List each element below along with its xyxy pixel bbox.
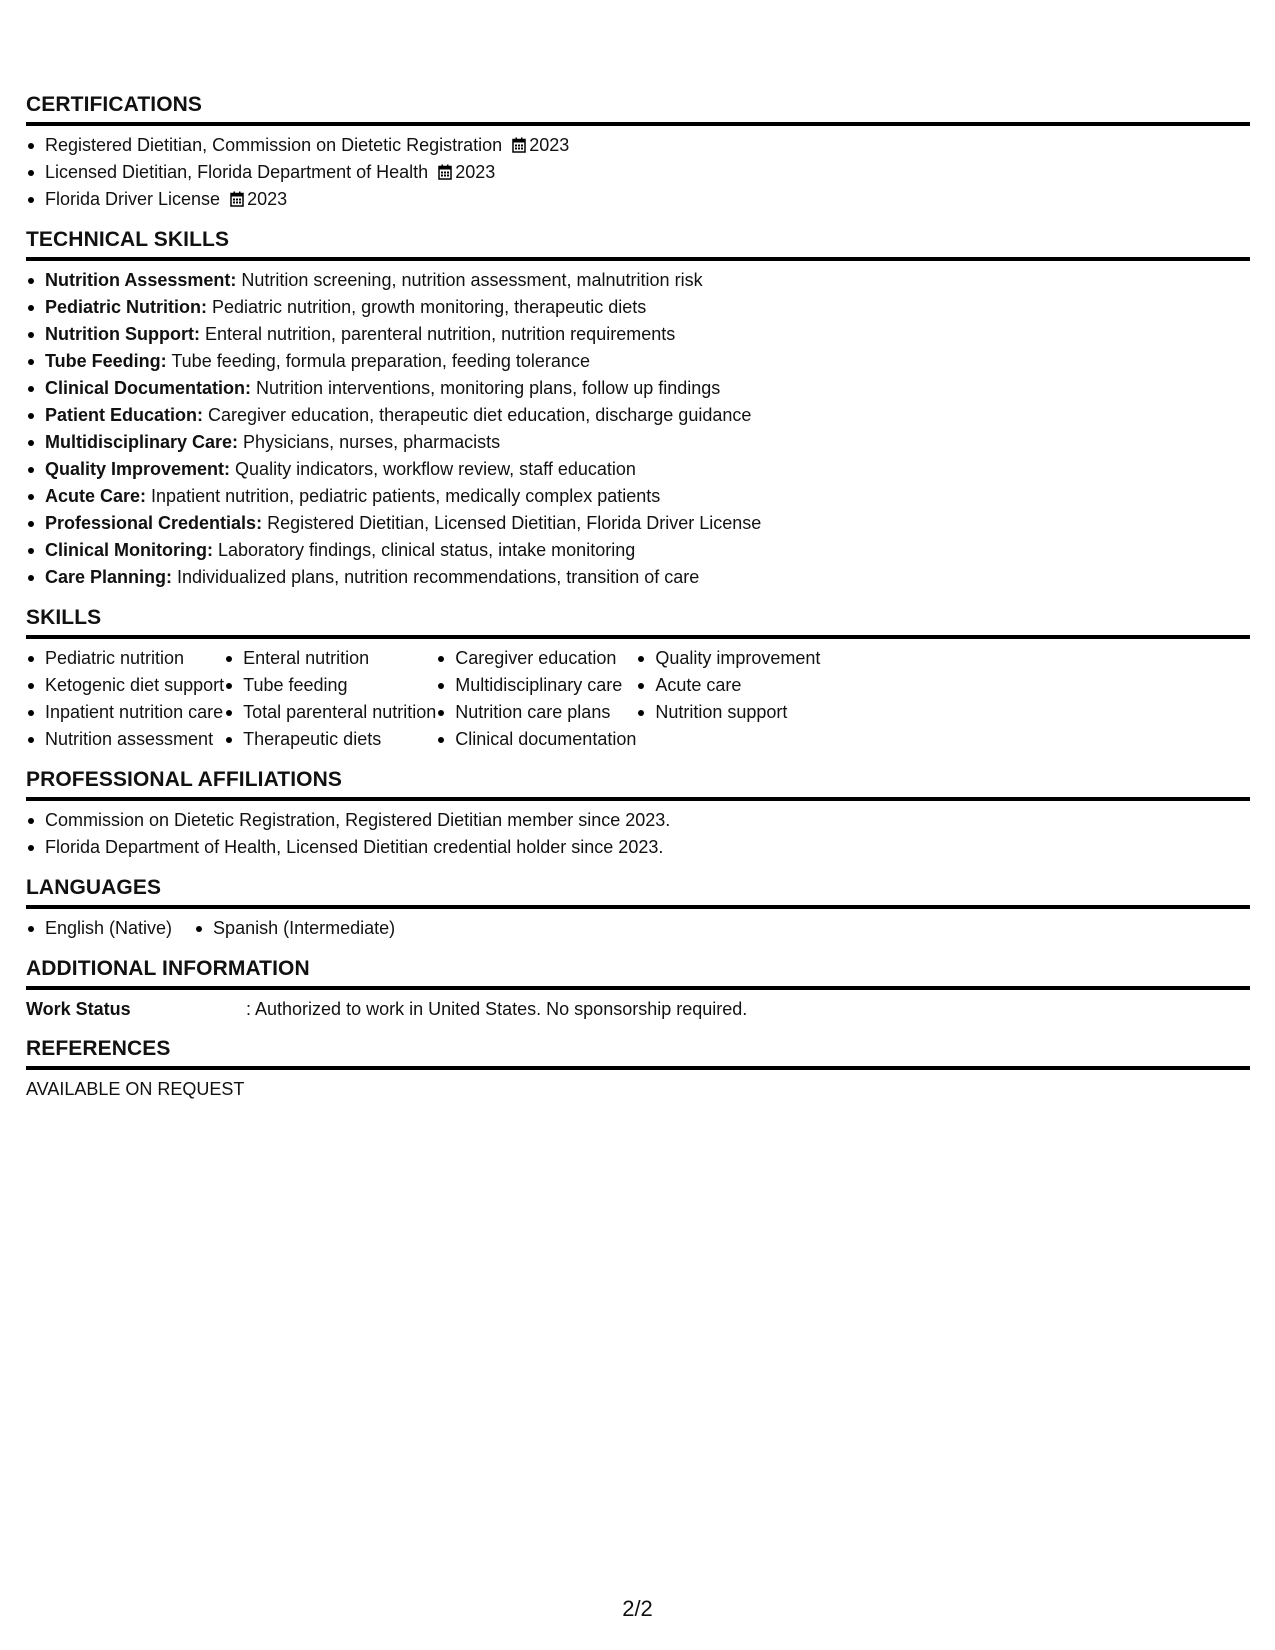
technical-skill-label: Quality Improvement: xyxy=(45,459,231,479)
technical-skill-item xyxy=(26,564,1250,591)
skill-item: Tube feeding xyxy=(224,672,436,699)
skills-column xyxy=(26,645,224,753)
technical-skill-text: Physicians, nurses, pharmacists xyxy=(238,432,501,452)
technical-skill-item xyxy=(26,537,1250,564)
skill-item: Nutrition support xyxy=(636,699,820,726)
references-section xyxy=(26,1036,1250,1102)
certification-item xyxy=(26,186,1250,213)
skill-item: Therapeutic diets xyxy=(224,726,436,753)
technical-skill-text: Inpatient nutrition, pediatric patients, medically complex patients xyxy=(146,486,661,506)
certification-name: Florida Driver License xyxy=(45,189,221,209)
skill-item: Inpatient nutrition care xyxy=(26,699,224,726)
languages-section xyxy=(26,875,1250,942)
work-status-row xyxy=(26,996,1250,1022)
calendar-icon xyxy=(512,137,526,153)
technical-skill-item xyxy=(26,267,1250,294)
technical-skill-text: Nutrition screening, nutrition assessment, malnutrition risk xyxy=(236,270,703,290)
technical-skill-label: Nutrition Assessment: xyxy=(45,270,237,290)
skills-grid xyxy=(26,645,1250,753)
language-item: Spanish (Intermediate) xyxy=(194,915,395,942)
technical-skill-label: Multidisciplinary Care: xyxy=(45,432,239,452)
skill-item: Enteral nutrition xyxy=(224,645,436,672)
technical-skill-item xyxy=(26,510,1250,537)
technical-skill-label: Acute Care: xyxy=(45,486,147,506)
technical-skill-text: Caregiver education, therapeutic diet education, discharge guidance xyxy=(203,405,752,425)
additional-info-heading: ADDITIONAL INFORMATION xyxy=(26,956,1250,990)
skills-column xyxy=(436,645,636,753)
skill-item: Total parenteral nutrition xyxy=(224,699,436,726)
certification-item xyxy=(26,132,1250,159)
skill-item: Pediatric nutrition xyxy=(26,645,224,672)
language-item: English (Native) xyxy=(26,915,172,942)
affiliations-list xyxy=(26,807,1250,861)
technical-skill-label: Clinical Documentation: xyxy=(45,378,252,398)
technical-skill-text: Enteral nutrition, parenteral nutrition, nutrition requirements xyxy=(199,324,676,344)
technical-skill-item xyxy=(26,321,1250,348)
additional-info-section xyxy=(26,956,1250,1022)
page-number: 2/2 xyxy=(622,1596,653,1621)
references-heading: REFERENCES xyxy=(26,1036,1250,1070)
technical-skills-list xyxy=(26,267,1250,591)
languages-list xyxy=(26,915,1250,942)
technical-skill-item xyxy=(26,483,1250,510)
skill-item: Ketogenic diet support xyxy=(26,672,224,699)
certifications-heading: CERTIFICATIONS xyxy=(26,92,1250,126)
technical-skill-label: Tube Feeding: xyxy=(45,351,167,371)
certifications-section xyxy=(26,92,1250,213)
certification-name: Licensed Dietitian, Florida Department of Health xyxy=(45,162,429,182)
skill-item: Nutrition assessment xyxy=(26,726,224,753)
affiliations-heading: PROFESSIONAL AFFILIATIONS xyxy=(26,767,1250,801)
skill-item: Nutrition care plans xyxy=(436,699,636,726)
calendar-icon xyxy=(438,164,452,180)
technical-skill-label: Professional Credentials: xyxy=(45,513,263,533)
technical-skills-section xyxy=(26,227,1250,591)
technical-skill-text: Nutrition interventions, monitoring plans, follow up findings xyxy=(251,378,721,398)
technical-skill-label: Patient Education: xyxy=(45,405,204,425)
skill-item: Clinical documentation xyxy=(436,726,636,753)
work-status-label: Work Status xyxy=(26,999,131,1019)
affiliation-item: Florida Department of Health, Licensed Dietitian credential holder since 2023. xyxy=(26,834,1250,861)
technical-skills-heading: TECHNICAL SKILLS xyxy=(26,227,1250,261)
skill-item: Quality improvement xyxy=(636,645,820,672)
technical-skill-item xyxy=(26,429,1250,456)
technical-skill-label: Pediatric Nutrition: xyxy=(45,297,208,317)
technical-skill-item xyxy=(26,456,1250,483)
technical-skill-label: Nutrition Support: xyxy=(45,324,200,344)
skills-column xyxy=(636,645,820,753)
work-status-value: : Authorized to work in United States. No sponsorship required. xyxy=(246,999,748,1019)
languages-heading: LANGUAGES xyxy=(26,875,1250,909)
technical-skill-text: Pediatric nutrition, growth monitoring, therapeutic diets xyxy=(207,297,647,317)
affiliations-section xyxy=(26,767,1250,861)
skills-column xyxy=(224,645,436,753)
technical-skill-text: Quality indicators, workflow review, staff education xyxy=(230,459,636,479)
skill-item: Acute care xyxy=(636,672,820,699)
technical-skill-text: Individualized plans, nutrition recommendations, transition of care xyxy=(172,567,700,587)
technical-skill-text: Registered Dietitian, Licensed Dietitian, Florida Driver License xyxy=(262,513,762,533)
skill-item: Multidisciplinary care xyxy=(436,672,636,699)
certifications-list xyxy=(26,132,1250,213)
certification-item xyxy=(26,159,1250,186)
technical-skill-label: Clinical Monitoring: xyxy=(45,540,213,560)
skill-item: Caregiver education xyxy=(436,645,636,672)
calendar-icon xyxy=(230,191,244,207)
references-text: AVAILABLE ON REQUEST xyxy=(26,1079,245,1099)
certification-year: 2023 xyxy=(455,162,496,182)
technical-skill-item xyxy=(26,375,1250,402)
resume-page xyxy=(26,92,1250,1116)
technical-skill-text: Laboratory findings, clinical status, intake monitoring xyxy=(213,540,636,560)
technical-skill-item xyxy=(26,402,1250,429)
certification-year: 2023 xyxy=(247,189,288,209)
skills-section xyxy=(26,605,1250,753)
technical-skill-text: Tube feeding, formula preparation, feeding tolerance xyxy=(166,351,590,371)
technical-skill-item xyxy=(26,294,1250,321)
certification-year: 2023 xyxy=(529,135,570,155)
affiliation-item: Commission on Dietetic Registration, Registered Dietitian member since 2023. xyxy=(26,807,1250,834)
technical-skill-item xyxy=(26,348,1250,375)
technical-skill-label: Care Planning: xyxy=(45,567,173,587)
skills-heading: SKILLS xyxy=(26,605,1250,639)
certification-name: Registered Dietitian, Commission on Dietetic Registration xyxy=(45,135,503,155)
